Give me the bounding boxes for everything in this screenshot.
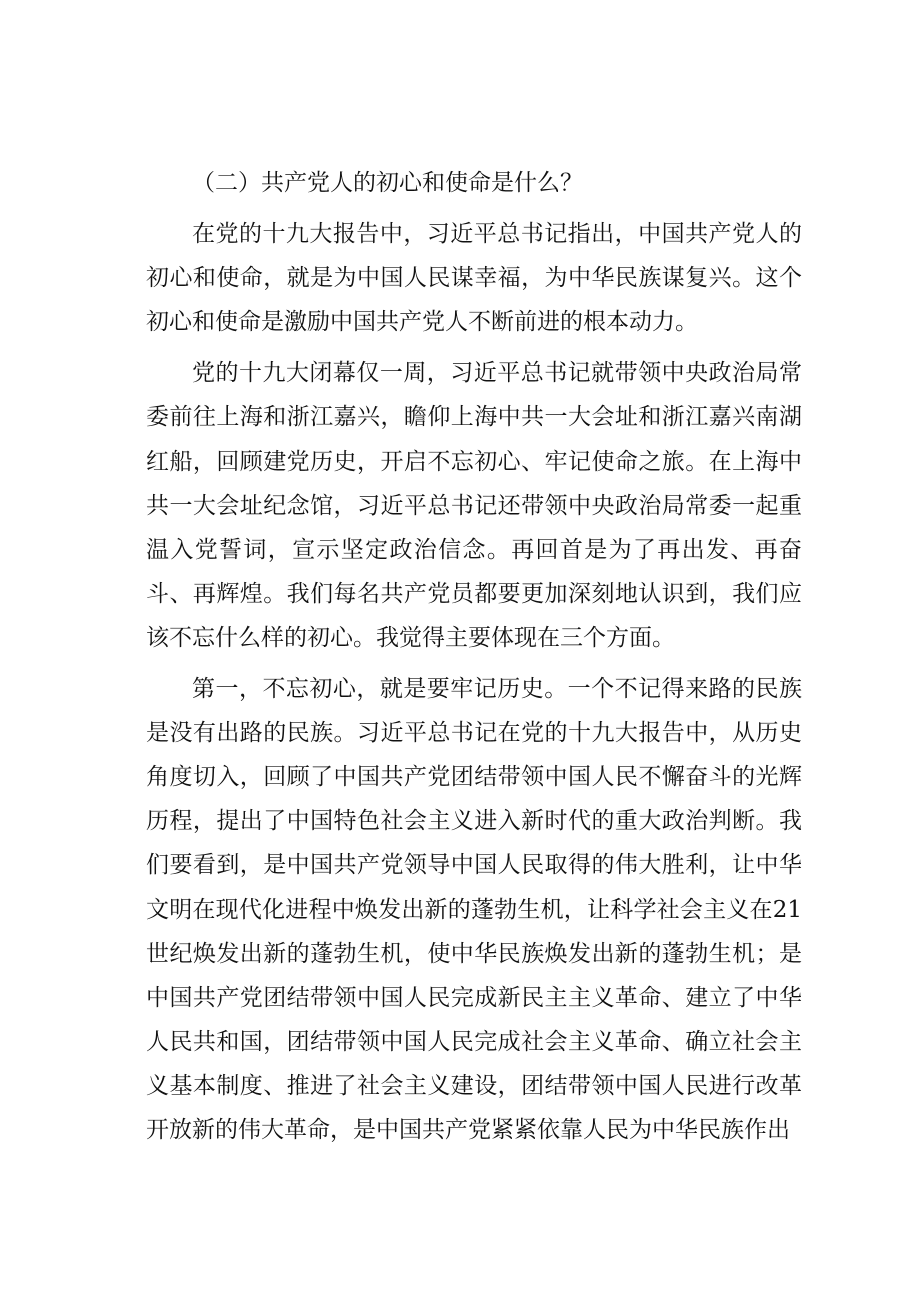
document-body — [146, 161, 802, 1152]
section-heading: （二）共产党人的初心和使命是什么？ — [192, 170, 583, 196]
paragraph-shanghai-visit: 党的十九大闭幕仅一周，习近平总书记就带领中央政治局常委前往上海和浙江嘉兴，瞻仰上海中共一大会址和浙江嘉兴南湖红船，回顾建党历史，开启不忘初心、牢记使命之旅。在上海中共一大会址纪念馆，习近平总书记还带领中央政治局常委一起重温入党誓词，宣示坚定政治信念。再回首是为了再出发、再奋斗、再辉煌。我们每名共产党员都要更加深刻地认识到，我们应该不忘什么样的初心。我觉得主要体现在三个方面。 — [146, 360, 802, 651]
paragraph-remember-history: 第一，不忘初心，就是要牢记历史。一个不记得来路的民族是没有出路的民族。习近平总书记在党的十九大报告中，从历史角度切入，回顾了中国共产党团结带领中国人民不懈奋斗的光辉历程，提出了中国特色社会主义进入新时代的重大政治判断。我们要看到，是中国共产党领导中国人民取得的伟大胜利，让中华文明在现代化进程中焕发出新的蓬勃生机，让科学社会主义在21世纪焕发出新的蓬勃生机，使中华民族焕发出新的蓬勃生机；是中国共产党团结带领中国人民完成新民主主义革命、建立了中华人民共和国，团结带领中国人民完成社会主义革命、确立社会主义基本制度、推进了社会主义建设，团结带领中国人民进行改革开放新的伟大革命，是中国共产党紧紧依靠人民为中华民族作出 — [146, 676, 802, 1143]
paragraph-mission: 在党的十九大报告中，习近平总书记指出，中国共产党人的初心和使命，就是为中国人民谋幸福，为中华民族谋复兴。这个初心和使命是激励中国共产党人不断前进的根本动力。 — [146, 221, 802, 336]
